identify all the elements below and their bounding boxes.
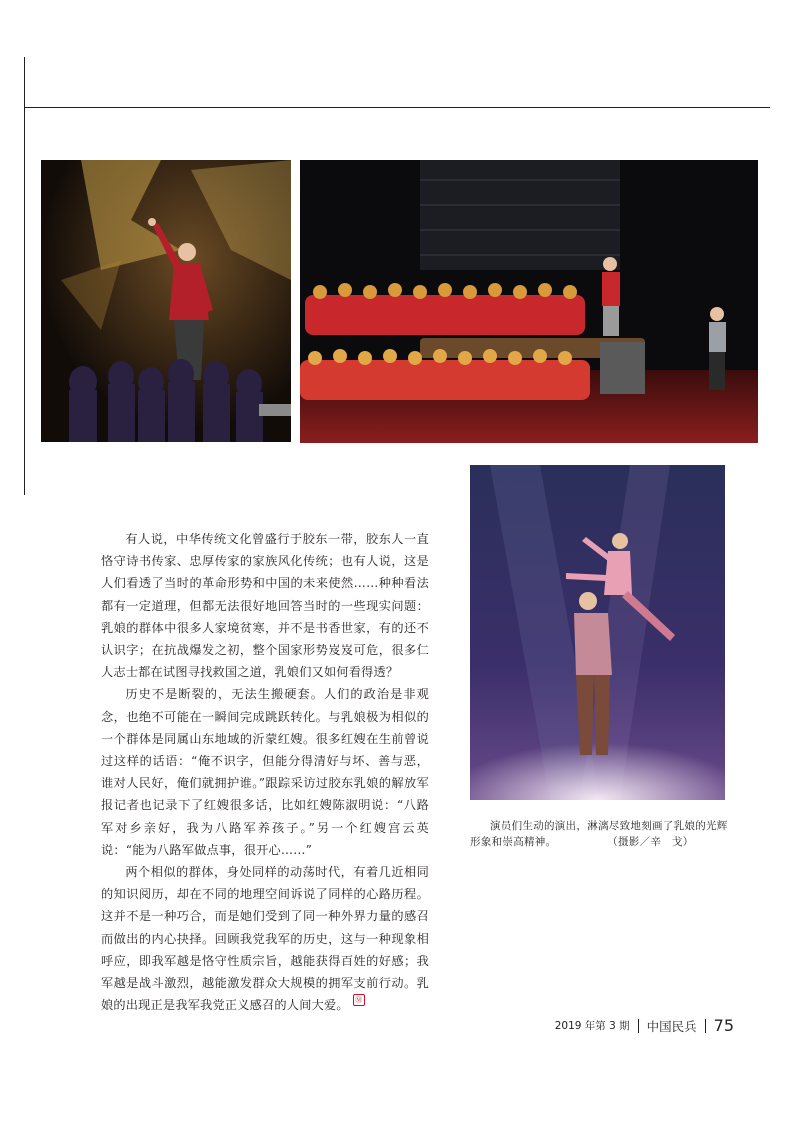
magazine-name: 中国民兵 — [646, 1018, 697, 1034]
page-footer — [555, 1016, 734, 1035]
photo-ensemble — [300, 160, 758, 443]
paragraph-2: 历史不是断裂的，无法生搬硬套。人们的政治是非观念，也绝不可能在一瞬间完成跳跃转化。与乳娘极为相似的一个群体是同属山东地域的沂蒙红嫂。很多红嫂在生前曾说过这样的话语：“俺不识字，但能分得清好与坏、善与恶，谁对人民好，俺们就拥护谁。”跟踪采访过胶东乳娘的解放军报记者也记录下了红嫂很多话，比如红嫂陈淑明说：“八路军对乡亲好，我为八路军养孩子。”另一个红嫂宫云英说：“能为八路军做点事，很开心……” — [101, 687, 429, 857]
caption-line-2: 形象和崇高精神。 — [470, 836, 557, 848]
page-number: 75 — [713, 1016, 734, 1035]
paragraph-3-text: 两个相似的群体，身处同样的动荡时代，有着几近相同的知识阅历，却在不同的地理空间诉说了同样的心路历程。这并不是一种巧合，而是她们受到了同一种外界力量的感召而做出的内心抉择。回顾我党我军的历史，这与一种现象相呼应，即我军越是恪守性质宗旨，越能获得百姓的好感；我军越是战斗激烈，越能激发群众大规模的拥军支前行动。乳娘的出现正是我军我党正义感召的人间大爱。 — [101, 865, 429, 1013]
paragraph-3 — [101, 861, 429, 1016]
end-mark-icon: Ⓜ — [353, 994, 365, 1006]
caption-line-1: 演员们生动的演出，淋漓尽致地刻画了乳娘的光辉 — [490, 820, 728, 832]
article-body — [101, 528, 429, 1016]
footer-divider — [705, 1019, 706, 1033]
header-rule — [24, 107, 770, 108]
photo-duet — [470, 465, 725, 800]
photo-credit: （摄影／辛 戈） — [612, 836, 694, 848]
photo-soloist — [41, 160, 291, 442]
footer-divider — [638, 1019, 639, 1033]
margin-rule-vertical — [24, 57, 25, 495]
paragraph-1: 有人说，中华传统文化曾盛行于胶东一带，胶东人一直恪守诗书传家、忠厚传家的家族风化传统；也有人说，这是人们看透了当时的革命形势和中国的未来使然……种种看法都有一定道理，但都无法很好地回答当时的一些现实问题：乳娘的群体中很多人家境贫寒，并不是书香世家，有的还不认识字；在抗战爆发之初，整个国家形势岌岌可危，很多仁人志士都在试图寻找救国之道，乳娘们又如何看得透？ — [101, 532, 429, 680]
issue-label: 2019 年第 3 期 — [554, 1020, 630, 1032]
photo-caption — [470, 818, 770, 850]
